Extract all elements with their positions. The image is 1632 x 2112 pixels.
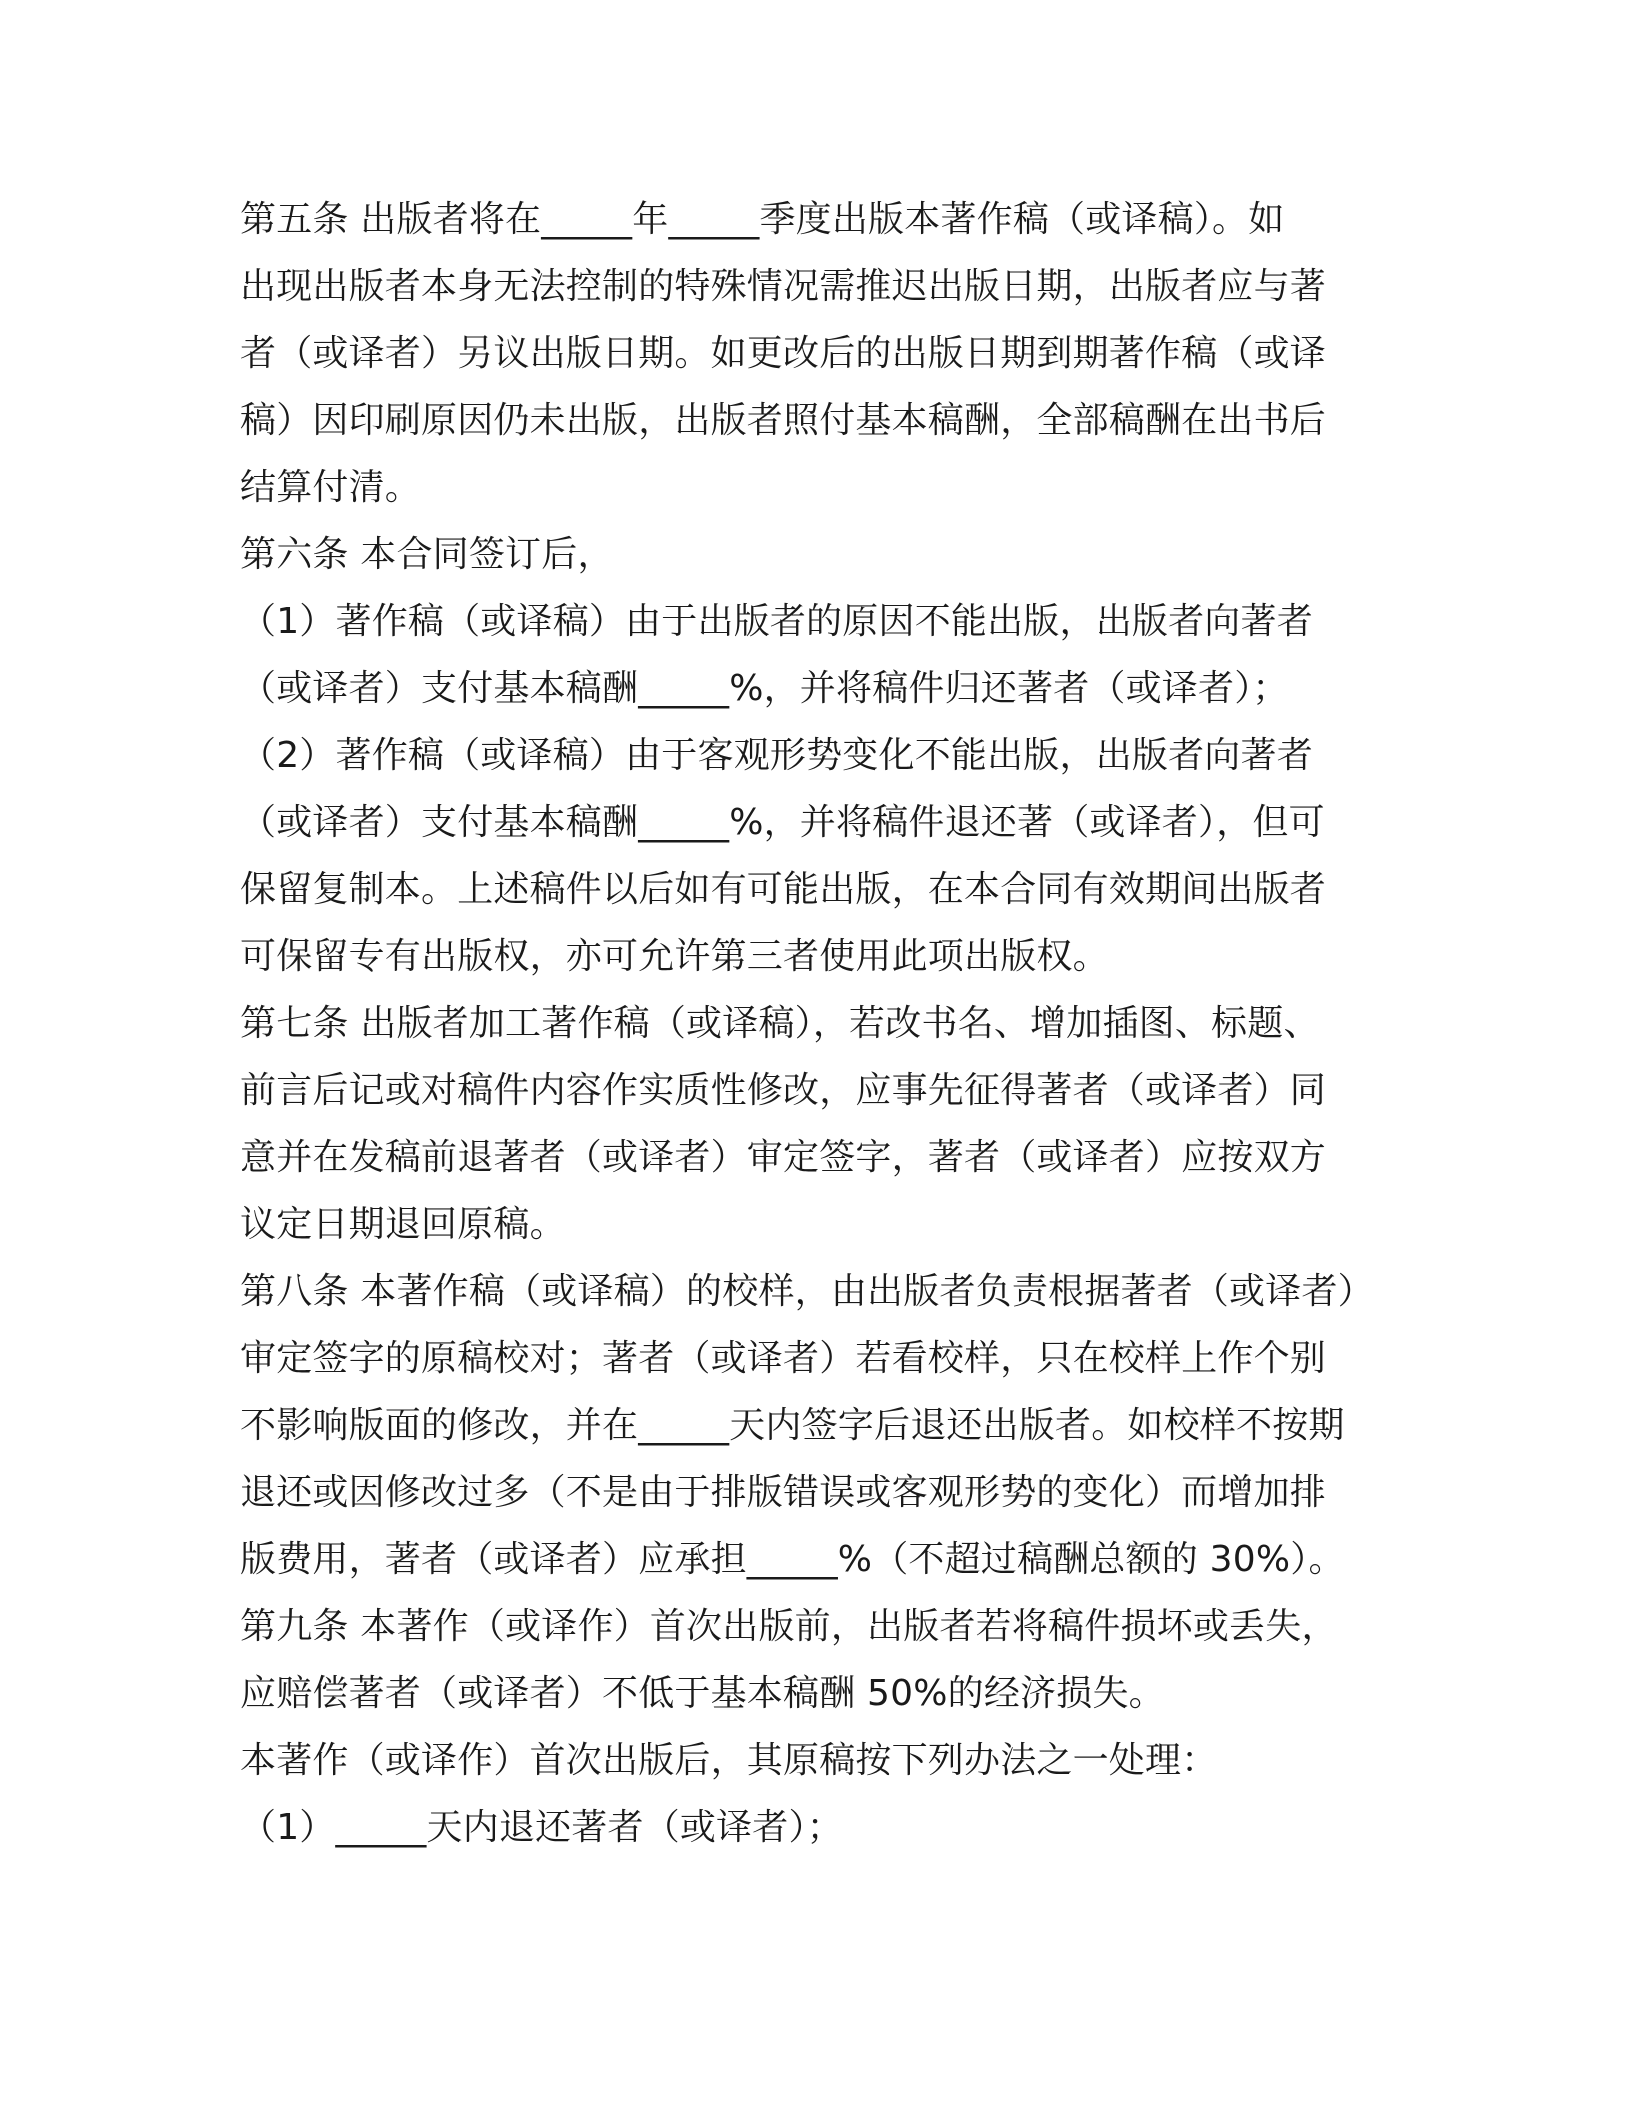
- text-line: （或译者）支付基本稿酬_____%，并将稿件退还著（或译者），但可: [240, 802, 1325, 843]
- text-line: 议定日期退回原稿。: [240, 1204, 566, 1245]
- text-line: 者（或译者）另议出版日期。如更改后的出版日期到期著作稿（或译: [240, 333, 1327, 374]
- text-line: 不影响版面的修改，并在_____天内签字后退还出版者。如校样不按期: [240, 1405, 1345, 1446]
- text-line: 第六条 本合同签订后，: [240, 534, 614, 575]
- text-line: 保留复制本。上述稿件以后如有可能出版，在本合同有效期间出版者: [240, 869, 1327, 910]
- text-line: 第五条 出版者将在_____年_____季度出版本著作稿（或译稿）。如: [240, 199, 1285, 240]
- text-line: 版费用，著者（或译者）应承担_____%（不超过稿酬总额的 30%）。: [240, 1539, 1345, 1580]
- text-line: （1）_____天内退还著者（或译者）；: [240, 1807, 843, 1848]
- text-line: 本著作（或译作）首次出版后，其原稿按下列办法之一处理：: [240, 1740, 1218, 1781]
- text-line: 出现出版者本身无法控制的特殊情况需推迟出版日期，出版者应与著: [240, 266, 1327, 307]
- contract-body: [240, 186, 1420, 1861]
- text-line: 第八条 本著作稿（或译稿）的校样，由出版者负责根据著者（或译者）: [240, 1271, 1374, 1312]
- text-line: 应赔偿著者（或译者）不低于基本稿酬 50%的经济损失。: [240, 1673, 1165, 1714]
- text-line: 结算付清。: [240, 467, 422, 508]
- text-line: 前言后记或对稿件内容作实质性修改，应事先征得著者（或译者）同: [240, 1070, 1327, 1111]
- text-line: 退还或因修改过多（不是由于排版错误或客观形势的变化）而增加排: [240, 1472, 1327, 1513]
- text-line: （或译者）支付基本稿酬_____%，并将稿件归还著者（或译者）；: [240, 668, 1289, 709]
- text-line: 审定签字的原稿校对；著者（或译者）若看校样，只在校样上作个别: [240, 1338, 1327, 1379]
- text-line: 第九条 本著作（或译作）首次出版前，出版者若将稿件损坏或丢失，: [240, 1606, 1338, 1647]
- text-line: （1）著作稿（或译稿）由于出版者的原因不能出版，出版者向著者: [240, 601, 1313, 642]
- text-line: 意并在发稿前退著者（或译者）审定签字，著者（或译者）应按双方: [240, 1137, 1327, 1178]
- text-line: （2）著作稿（或译稿）由于客观形势变化不能出版，出版者向著者: [240, 735, 1313, 776]
- text-line: 可保留专有出版权，亦可允许第三者使用此项出版权。: [240, 936, 1109, 977]
- text-line: 第七条 出版者加工著作稿（或译稿），若改书名、增加插图、标题、: [240, 1003, 1320, 1044]
- text-line: 稿）因印刷原因仍未出版，出版者照付基本稿酬，全部稿酬在出书后: [240, 400, 1327, 441]
